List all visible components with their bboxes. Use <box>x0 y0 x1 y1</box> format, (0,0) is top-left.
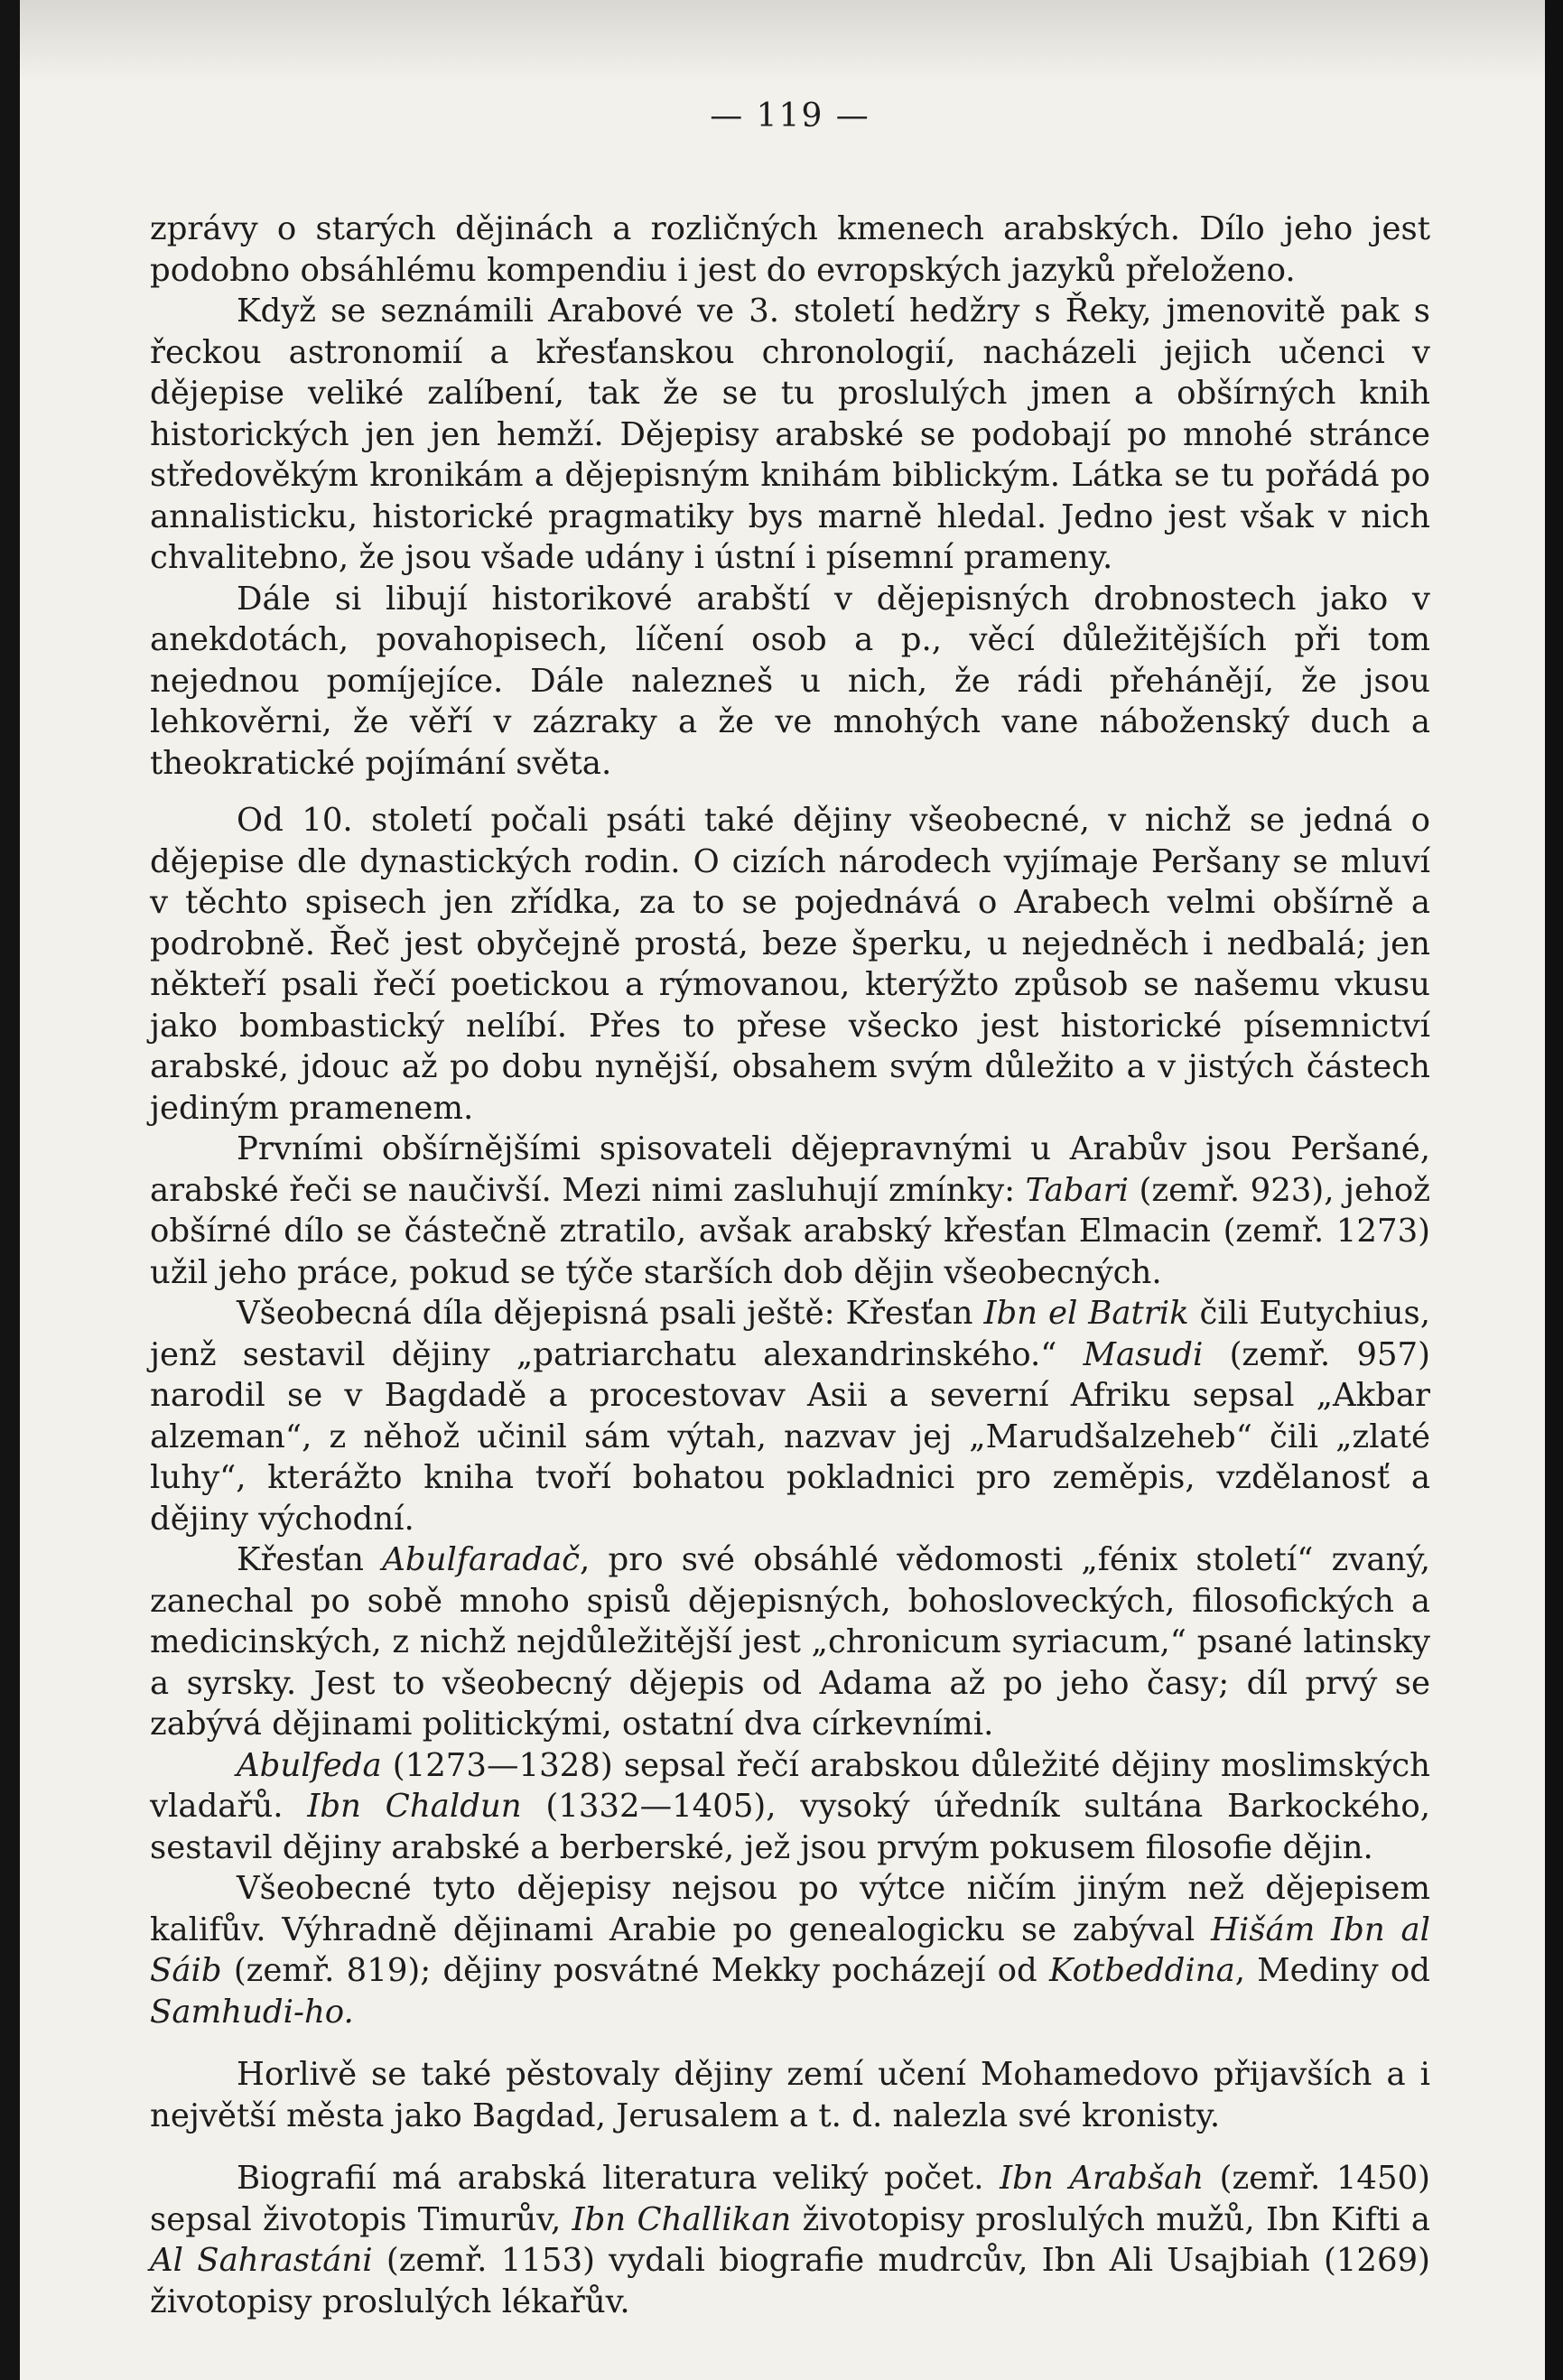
italic-name: Ibn Chaldun <box>307 1788 522 1825</box>
paragraph <box>150 291 1430 579</box>
text-run: čili Eutychius, jenž sestavil dějiny „patriarchatu alexandrinského.“ <box>150 1295 1430 1373</box>
paragraph <box>150 1745 1430 1869</box>
text-run: (zemř. 1450) sepsal životopis Timurův, <box>150 2160 1431 2238</box>
italic-name: Ibn Arabšah <box>1000 2160 1205 2197</box>
paragraph <box>150 1868 1430 2032</box>
text-run: , pro své obsáhlé vědomosti „fénix století“ zvaný, zanechal po sobě mnoho spisů dějepisných, bohosloveckých, filosofických a medicinských, z nichž nejdůležitější jest „chronicum syriacum,“ psané latinsky a syrsky. Jest to všeobecný dějepis od Adama až po jeho časy; díl prvý se zabývá dějinami politickými, ostatní dva církevními. <box>150 1541 1430 1743</box>
paragraph <box>150 1129 1430 1293</box>
paragraph <box>150 209 1430 291</box>
italic-name: Kotbeddina <box>1048 1952 1235 1989</box>
italic-name: Al Sahrastáni <box>150 2242 373 2279</box>
paragraph <box>150 800 1430 1129</box>
italic-name: Samhudi-ho. <box>150 1993 354 2031</box>
text-run: Křesťan <box>237 1541 383 1578</box>
text-run: Když se seznámili Arabové ve 3. století hedžry s Řeky, jmenovitě pak s řeckou astronomií a křesťanskou chronologií, nacházeli jejich učenci v dějepise veliké zalíbení, tak že se tu proslulých jmen a obšírných knih historických jen jen hemží. Dějepisy arabské se podobají po mnohé stránce středověkým kronikám a dějepisným knihám biblickým. Látka se tu pořádá po annalisticku, historické pragmatiky bys marně hledal. Jedno jest však v nich chvalitebno, že jsou všade udány i ústní i písemní prameny. <box>150 293 1430 576</box>
text-run: (1332—1405), vysoký úředník sultána Barkockého, sestavil dějiny arabské a berberské, jež jsou prvým pokusem filosofie dějin. <box>150 1788 1430 1866</box>
italic-name: Ibn Challikan <box>572 2200 792 2238</box>
paragraph <box>150 2158 1430 2322</box>
text-run: (1273—1328) sepsal řečí arabskou důležité dějiny moslimských vladařů. <box>150 1746 1430 1825</box>
italic-name: Tabari <box>1025 1171 1129 1209</box>
text-run: Horlivě se také pěstovaly dějiny zemí učení Mohamedovo přijavších a i největší města jako Bagdad, Jerusalem a t. d. nalezla své kronisty. <box>150 2056 1430 2134</box>
italic-name: Hišám Ibn al Sáib <box>150 1911 1430 1989</box>
page-number: — 119 — <box>710 98 870 135</box>
text-run: Od 10. století počali psáti také dějiny všeobecné, v nichž se jedná o dějepise dle dynastických rodin. O cizích národech vyjímaje Peršany se mluví v těchto spisech jen zřídka, za to se pojednává o Arabech velmi obšírně a podrobně. Řeč jest obyčejně prostá, beze šperku, u nejedněch i nedbalá; jen někteří psali řečí poetickou a rýmovanou, kterýžto způsob se našemu vkusu jako bombastický nelíbí. Přes to přese všecko jest historické písemnictví arabské, jdouc až po dobu nynější, obsahem svým důležito a v jistých částech jediným pramenem. <box>150 802 1430 1127</box>
paragraph <box>150 2054 1430 2136</box>
italic-name: Masudi <box>1083 1335 1204 1373</box>
text-run: (zemř. 957) narodil se v Bagdadě a procestovav Asii a severní Afriku sepsal „Akbar alzeman“, z něhož učinil sám výtah, nazvav jej „Marudšalzeheb“ čili „zlaté luhy“, kterážto kniha tvoří bohatou pokladnici pro zeměpis, vzdělanosť a dějiny východní. <box>150 1335 1430 1538</box>
text-run: Biografií má arabská literatura veliký počet. <box>237 2160 1000 2197</box>
text-run: Všeobecná díla dějepisná psali ještě: Křesťan <box>237 1295 984 1332</box>
paragraph <box>150 1293 1430 1539</box>
text-run: , Mediny od <box>1234 1952 1430 1989</box>
text-run: (zemř. 1153) vydali biografie mudrcův, Ibn Ali Usajbiah (1269) životopisy proslulých lékařův. <box>150 2242 1430 2320</box>
book-page <box>20 0 1546 2380</box>
italic-name: Ibn el Batrik <box>983 1295 1189 1332</box>
text-run: (zemř. 819); dějiny posvátné Mekky pocházejí od <box>221 1952 1049 1989</box>
italic-name: Abulfeda <box>237 1746 382 1784</box>
text-run: zprávy o starých dějinách a rozličných kmenech arabských. Dílo jeho jest podobno obsáhlému kompendiu i jest do evropských jazyků přeloženo. <box>150 210 1430 289</box>
paragraph <box>150 579 1430 785</box>
paragraph <box>150 1539 1430 1745</box>
page-body-text <box>150 209 1430 2322</box>
scan-edge <box>1545 0 1563 2380</box>
text-run: Prvními obšírnějšími spisovateli dějepravnými u Arabův jsou Peršané, arabské řeči se naučivší. Mezi nimi zasluhují zmínky: <box>150 1130 1430 1209</box>
text-run: Všeobecné tyto dějepisy nejsou po výtce ničím jiným než dějepisem kalifův. Výhradně dějinami Arabie po genealogicku se zabýval <box>150 1870 1430 1948</box>
text-run: životopisy proslulých mužů, Ibn Kifti a <box>791 2200 1430 2238</box>
italic-name: Abulfaradač <box>382 1541 581 1578</box>
text-run: Dále si libují historikové arabští v dějepisných drobnostech jako v anekdotách, povahopisech, líčení osob a p., věcí důležitějších při tom nejednou pomíjejíce. Dále nalezneš u nich, že rádi přehánějí, že jsou lehkověrni, že věří v zázraky a že ve mnohých vane náboženský duch a theokratické pojímání světa. <box>150 580 1430 782</box>
text-run: (zemř. 923), jehož obšírné dílo se částečně ztratilo, avšak arabský křesťan Elmacin (zemř. 1273) užil jeho práce, pokud se týče starších dob dějin všeobecných. <box>150 1171 1431 1291</box>
